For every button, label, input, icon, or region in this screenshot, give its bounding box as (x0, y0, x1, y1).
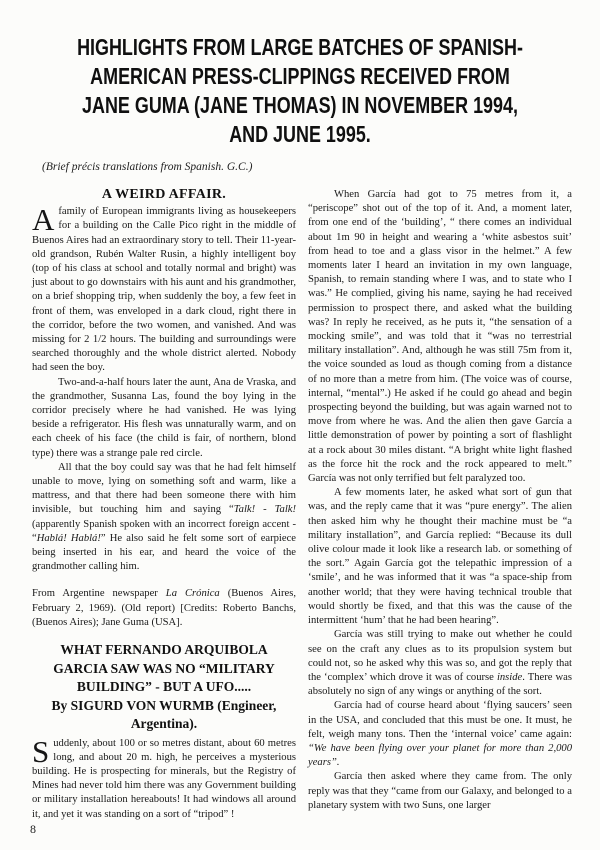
paragraph: Two-and-a-half hours later the aunt, Ana de Vraska, and the grandmother, Susanna Las, found the boy lying in the corridor precisely where he had vanished. He was lying beside a refrigerator. His flesh was unnaturally warm, and on each cheek of his face (the child is fair, of northern, blond type) there was a strange pale red circle. (32, 376, 296, 459)
page-number: 8 (30, 822, 36, 836)
paragraph-text: uddenly, about 100 or so metres distant, about 60 metres long, and about 20 m. high, he perceives a mysterious building. He is prospecting for minerals, but the Registry of Mines had never told him there was any Government building or military installation hereabouts! It had windows all around it, and yet it was standing on a sort of “tripod” ! (32, 737, 296, 820)
article-heading-ufo (32, 641, 296, 734)
page-title-line: AND JUNE 1995. (229, 121, 371, 147)
paragraph: When García had got to 75 metres from it, a “periscope” shot out of the top of it. And, a moment later, from one end of the ‘building’, “ there comes an individual about 1m 90 in height and wearing a ‘white asbestos suit’ from head to toe and a glass visor in the helmet.” A few moments later I heard an invitation in my own language, Spanish, to remain standing where I was, and to state who I was.” He complied, giving his name, saying he had received permission to prospect there, and asked what the building was? In reply he received, as he puts it, “the sensation of a mocking smile”, and was told that it “was no terrestrial military installation”. And, although he was still 75m from it, the voice sounded as loud as though coming from a distance of no more than a metre from him. (The voice was of course, internal, “mental”.) He asked if he could go ahead and begin prospecting beyond the building, but was again warned not to move from where he was. And the alien then gave García a little demonstration of power by pointing a sort of flashlight at a rock about 30 miles distant. “A bright white light flashed as the force hit the rock and the rock appeared to melt.” García was not only terrified but felt paralyzed too. (308, 189, 572, 485)
paragraph: García had of course heard about ‘flying saucers’ seen in the USA, and concluded that this must be one. It must, he felt, weigh many tons. Then the ‘internal voice’ came again: “We have been flying over your planet for more than 2,000 years”. (308, 700, 572, 769)
paragraph: García then asked where they came from. The only reply was that they “came from our Galaxy, and belonged to a planetary system with two Suns, one larger (308, 771, 572, 811)
precis-note: (Brief précis translations from Spanish. G.C.) (42, 161, 253, 173)
paragraph (32, 733, 296, 822)
paragraph: A few moments later, he asked what sort of gun that was, and the reply came that it was “pure energy”. The alien then asked him why he thought their machine must be “a military installation”, and García replied: “Because its dull olive colour made it look like a research lab. or something of the sort.” Again García got the telepathic impression of a ‘smile’, and he was informed that it was “a space-ship from another world; that they were having technical trouble that would shortly be fixed, and that this was the cause of the intermittent ‘hum’ that he had been hearing”. (308, 487, 572, 627)
article-heading-weird-affair: A WEIRD AFFAIR. (101, 187, 227, 202)
paragraph (32, 202, 296, 375)
two-column-layout (32, 188, 572, 822)
article-heading-line: BUILDING” - BUT A UFO..... (76, 679, 252, 695)
drop-cap: S (32, 733, 50, 769)
paragraph: All that the boy could say was that he had felt himself unable to move, lying on something soft and warm, like a mattress, and that there had been someone there with him invisible, but touching him and saying “Talk! - Talk! (apparently Spanish spoken with an incorrect foreign accent - “Hablá! Hablá!” He also said he felt some sort of earpiece being inserted in his ear, and heard the voice of the grandmother calling him. (32, 461, 296, 573)
page-title-line: JANE GUMA (JANE THOMAS) IN NOVEMBER 1994, (82, 92, 518, 118)
drop-cap: A (32, 202, 55, 238)
article-heading-line: GARCIA SAW WAS NO “MILITARY (53, 660, 275, 676)
column-right (308, 188, 572, 822)
page-title-line: AMERICAN PRESS-CLIPPINGS RECEIVED FROM (90, 63, 510, 89)
paragraph: García was still trying to make out whether he could see on the craft any clues as to its propulsion system but could not, so he asked why this was so, and got the reply that the ‘complex’ which drove it was of course inside. There was absolutely no sign of any wings or anything of the sort. (308, 629, 572, 698)
byline-line: By SIGURD VON WURMB (Engineer, (51, 697, 277, 713)
page-title (0, 33, 600, 149)
page-title-line: HIGHLIGHTS FROM LARGE BATCHES OF SPANISH- (77, 34, 523, 60)
paragraph-text: family of European immigrants living as housekeepers for a building on the Calle Pico right in the middle of Buenos Aires had an extraordinary story to tell. Their 11-year-old grandson, Rubén Walter Rusin, a highly intelligent boy (top of his class at school and totally normal and bright) was just about to go downstairs with his aunt and his grandmother, on a brief shopping trip, when suddenly the boy, a few feet in front of them, was enveloped in a dark cloud, right there in the corridor, before the two women, and vanished. And was missing for 2 1/2 hours. The building and surroundings were searched thoroughly and the whole district alerted. Nobody had seen the boy. (32, 206, 296, 374)
column-left (32, 188, 296, 822)
byline-line: Argentina). (130, 716, 198, 732)
source-note: From Argentine newspaper La Crónica (Buenos Aires, February 2, 1969). (Old report) [Credits: Roberto Banchs, (Buenos Aires); Jane Guma (USA]. (32, 588, 296, 628)
article-heading-line: WHAT FERNANDO ARQUIBOLA (60, 642, 268, 658)
